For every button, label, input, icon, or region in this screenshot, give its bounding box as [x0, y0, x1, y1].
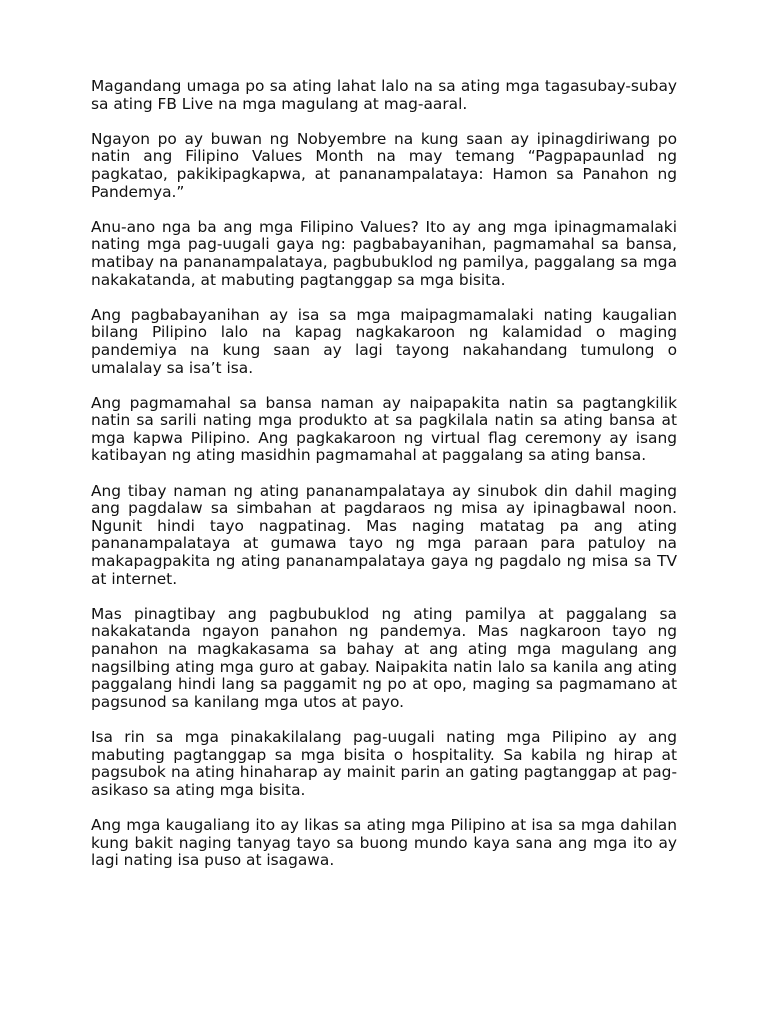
paragraph-greeting: Magandang umaga po sa ating lahat lalo na sa ating mga tagasubay-subay sa ating FB Live na mga magulang at mag-aaral.: [91, 77, 677, 113]
paragraph-hospitality: Isa rin sa mga pinakakilalang pag-uugali nating mga Pilipino ay ang mabuting pagtanggap sa mga bisita o hospitality. Sa kabila ng hirap at pagsubok na ating hinaharap ay mainit parin an gating pagtanggap at pag-asikaso sa ating mga bisita.: [91, 727, 677, 799]
paragraph-closing: Ang mga kaugaliang ito ay likas sa ating mga Pilipino at isa sa mga dahilan kung bakit naging tanyag tayo sa buong mundo kaya sana ang mga ito ay lagi nating isa puso at isagawa.: [91, 815, 677, 870]
paragraph-love-of-country: Ang pagmamahal sa bansa naman ay naipapakita natin sa pagtangkilik natin sa sarili nating mga produkto at sa pagkilala natin sa ating bansa at mga kapwa Pilipino. Ang pagkakaroon ng virtual flag ceremony ay isang katibayan ng ating masidhin pagmamahal at paggalang sa ating bansa.: [91, 393, 677, 465]
paragraph-family: Mas pinagtibay ang pagbubuklod ng ating pamilya at paggalang sa nakakatanda ngayon panahon ng pandemya. Mas nagkaroon tayo ng panahon na magkakasama sa bahay at ang ating mga magulang ang nagsilbing ating mga guro at gabay. Naipakita natin lalo sa kanila ang ating paggalang hindi lang sa paggamit ng po at opo, maging sa pagmamano at pagsunod sa kanilang mga utos at payo.: [91, 604, 677, 711]
paragraph-bayanihan: Ang pagbabayanihan ay isa sa mga maipagmamalaki nating kaugalian bilang Pilipino lalo na kapag nagkakaroon ng kalamidad o maging pandemiya na kung saan ay lagi tayong nakahandang tumulong o umalalay sa isa’t isa.: [91, 305, 677, 377]
paragraph-values-month: Ngayon po ay buwan ng Nobyembre na kung saan ay ipinagdiriwang po natin ang Filipino Values Month na may temang “Pagpapaunlad ng pagkatao, pakikipagkapwa, at pananampalataya: Hamon sa Panahon ng Pandemya.”: [91, 129, 677, 201]
document-page: [91, 78, 677, 887]
paragraph-filipino-values: Anu-ano nga ba ang mga Filipino Values? Ito ay ang mga ipinagmamalaki nating mga pag-uugali gaya ng: pagbabayanihan, pagmamahal sa bansa, matibay na pananampalataya, pagbubuklod ng pamilya, paggalang sa mga nakakatanda, at mabuting pagtanggap sa mga bisita.: [91, 217, 677, 289]
paragraph-faith: Ang tibay naman ng ating pananampalataya ay sinubok din dahil maging ang pagdalaw sa simbahan at pagdaraos ng misa ay ipinagbawal noon. Ngunit hindi tayo nagpatinag. Mas naging matatag pa ang ating pananampalataya at gumawa tayo ng mga paraan para patuloy na makapagpakita ng ating pananampalataya gaya ng pagdalo ng misa sa TV at internet.: [91, 481, 677, 588]
